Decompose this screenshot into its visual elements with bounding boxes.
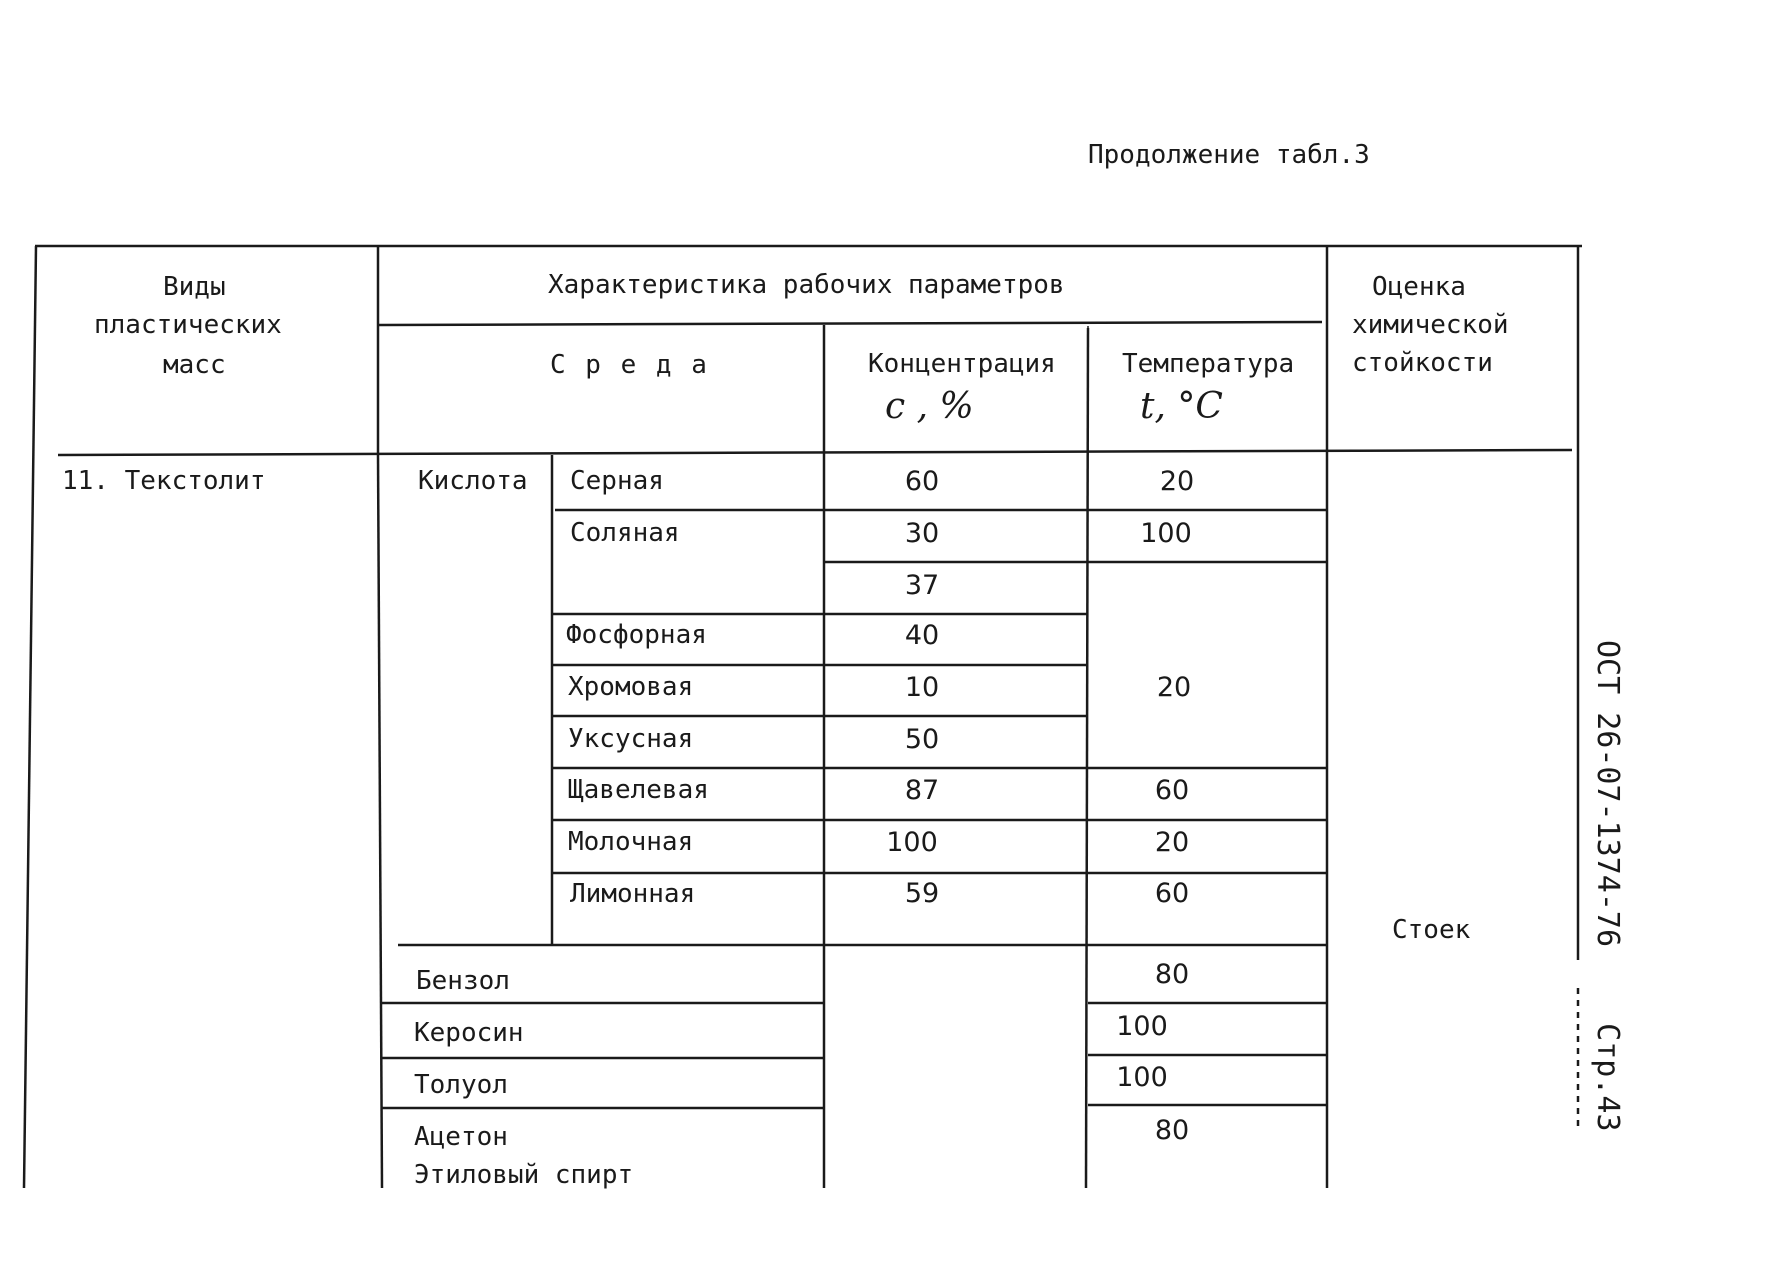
header-medium: С р е д а <box>550 350 709 380</box>
header-group-title: Характеристика рабочих параметров <box>548 270 1065 300</box>
solvent-name: Ацетон <box>414 1122 508 1152</box>
acid-concentration: 37 <box>904 570 940 601</box>
material-name: 11. Текстолит <box>62 466 266 496</box>
side-label-doc: ОСТ 26-07-1374-76 <box>1590 640 1625 948</box>
acid-name: Хромовая <box>568 672 694 702</box>
acid-name: Соляная <box>570 518 680 548</box>
solvent-name: Толуол <box>414 1070 508 1100</box>
acid-concentration: 60 <box>904 466 940 497</box>
acid-concentration: 10 <box>904 672 940 703</box>
acid-temperature-merged: 20 <box>1156 672 1192 703</box>
solvent-temperature: 100 <box>1116 1011 1168 1042</box>
solvent-temperature: 80 <box>1154 1115 1190 1146</box>
header-rating-line2: химической <box>1352 310 1509 340</box>
header-rating-line1: Оценка <box>1372 272 1466 302</box>
acid-temperature: 20 <box>1154 827 1190 858</box>
header-concentration-symbol: c , % <box>885 386 974 427</box>
acid-temperature: 60 <box>1154 775 1190 806</box>
acid-concentration: 100 <box>886 827 938 858</box>
header-plastics-line1: Виды <box>163 272 226 302</box>
acid-name: Серная <box>570 466 664 496</box>
side-label-page: Стр.43 <box>1590 1023 1625 1132</box>
header-plastics-line3: масс <box>163 350 226 380</box>
acid-name: Лимонная <box>570 879 696 909</box>
acid-name: Щавелевая <box>568 775 709 805</box>
solvent-name: Этиловый спирт <box>414 1160 634 1190</box>
side-label <box>1590 640 1625 1132</box>
acid-group-label: Кислота <box>418 466 528 496</box>
header-concentration: Концентрация <box>868 349 1056 379</box>
solvent-temperature: 80 <box>1154 959 1190 990</box>
header-plastics-line2: пластических <box>94 310 282 340</box>
solvent-temperature: 100 <box>1116 1062 1168 1093</box>
acid-name: Уксусная <box>568 724 694 754</box>
acid-concentration: 87 <box>904 775 940 806</box>
acid-concentration: 40 <box>904 620 940 651</box>
header-temperature-symbol: t, °C <box>1140 386 1223 427</box>
acid-concentration: 30 <box>904 518 940 549</box>
header-rating-line3: стойкости <box>1352 348 1493 378</box>
acid-concentration: 59 <box>904 878 940 909</box>
acid-temperature: 100 <box>1140 518 1192 549</box>
header-temperature: Температура <box>1122 349 1295 379</box>
solvent-name: Керосин <box>414 1018 524 1048</box>
acid-temperature: 60 <box>1154 878 1190 909</box>
table-caption: Продолжение табл.3 <box>1088 140 1370 170</box>
rating-value: Стоек <box>1392 915 1471 945</box>
acid-temperature: 20 <box>1159 466 1195 497</box>
solvent-name: Бензол <box>416 966 510 996</box>
acid-name: Фосфорная <box>566 620 707 650</box>
acid-concentration: 50 <box>904 724 940 755</box>
acid-name: Молочная <box>568 827 694 857</box>
